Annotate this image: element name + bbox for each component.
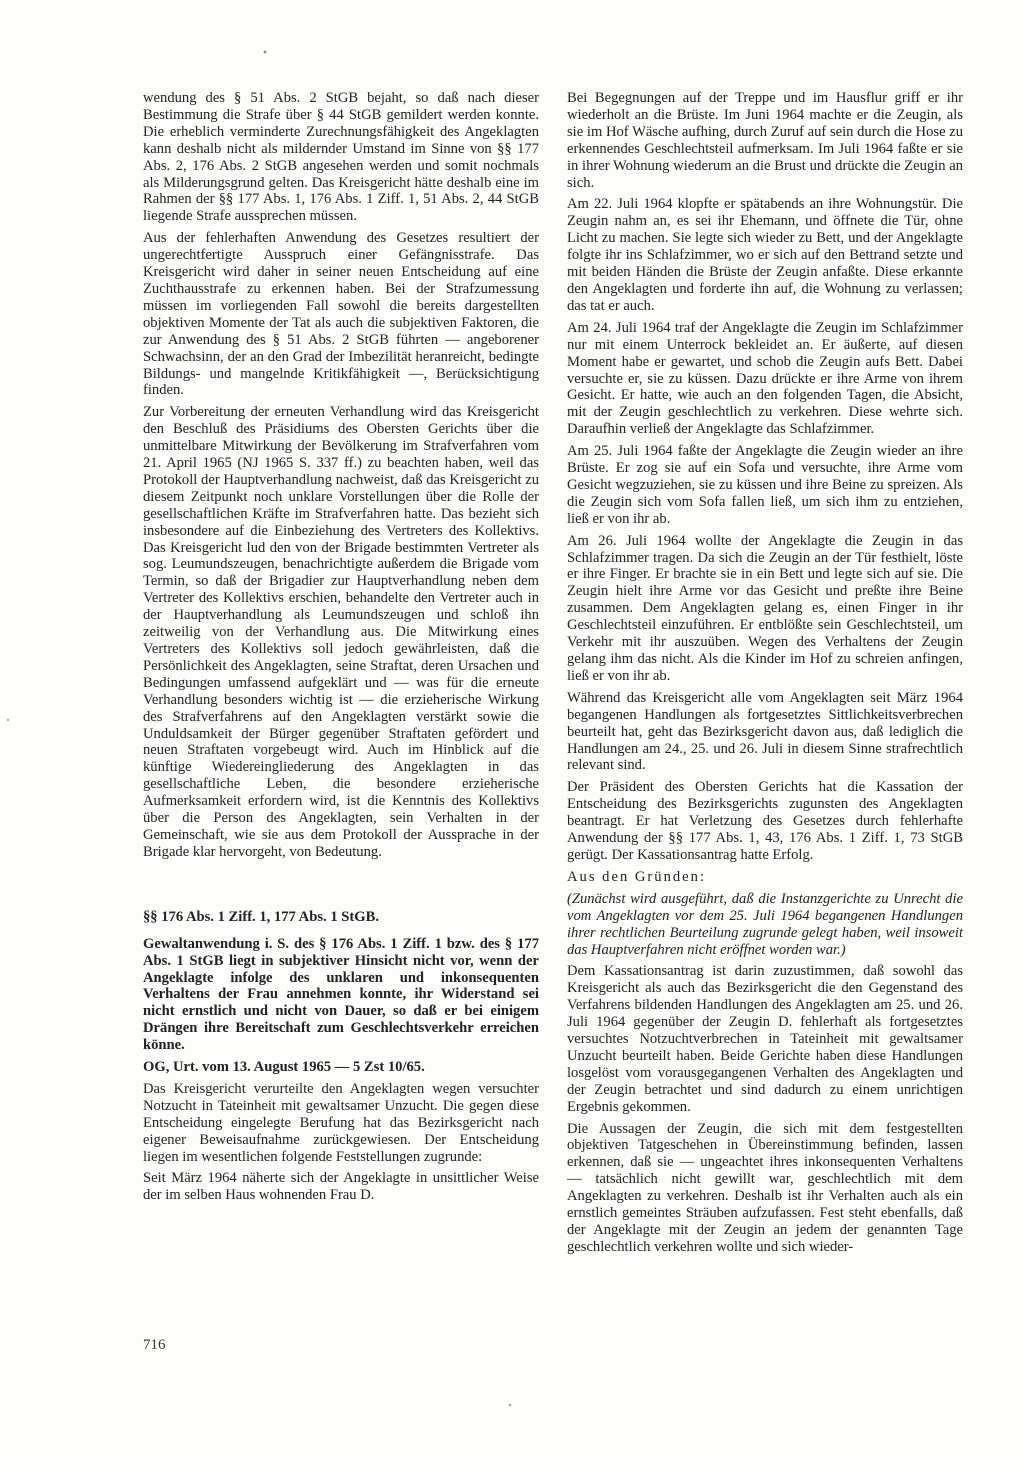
- right-column: [567, 90, 963, 1261]
- paragraph: Dem Kassationsantrag ist darin zuzustimmen, daß sowohl das Kreisgericht als auch das Bezirksgericht die den Gegenstand des Verfahrens bildenden Handlungen des Angeklagten am 25. und 26. Juli 1964 gegenüber der Zeugin D. fehlerhaft als fortgesetztes versuchtes Notzuchtverbrechen in Tateinheit mit gewaltsamer Unzucht beurteilt haben. Beide Gerichte haben diese Handlungen losgelöst vom vorausgegangenen Verhalten des Angeklagten und der Zeugin betrachtet und sind dadurch zu einem unrichtigen Ergebnis gekommen.: [567, 963, 963, 1115]
- paragraph: Am 24. Juli 1964 traf der Angeklagte die Zeugin im Schlafzimmer nur mit einem Unterrock bekleidet an. Er äußerte, auf diesen Moment habe er gewartet, und schob die Zeugin aufs Bett. Dabei versuchte er, sie zu küssen. Dazu drückte er ihre Arme von ihrem Gesicht. Er hatte, wie auch an den folgenden Tagen, die Absicht, mit der Zeugin geschlechtlich zu verkehren. Diese wehrte sich. Daraufhin verließ der Angeklagte das Schlafzimmer.: [567, 319, 963, 438]
- paragraph: Zur Vorbereitung der erneuten Verhandlung wird das Kreisgericht den Beschluß des Präsidiums des Obersten Gerichts über die unmittelbare Mitwirkung der Bevölkerung im Strafverfahren vom 21. April 1965 (NJ 1965 S. 337 ff.) zu beachten haben, weil das Protokoll der Hauptverhandlung nachweist, daß das Kreisgericht zu diesem Zeitpunkt noch unklare Vorstellungen über die Rolle der gesellschaftlichen Kräfte im Strafverfahren hatte. Das bezieht sich insbesondere auf die Einbeziehung des Vertreters des Kollektivs. Das Kreisgericht lud den von der Brigade bestimmten Vertreter als sog. Leumundszeugen, benachrichtigte außerdem die Brigade vom Termin, so daß der Brigadier zur Hauptverhandlung neben dem Vertreter des Kollektivs erschien, behandelte den Vertreter auch in der Hauptverhandlung als Leumundszeugen und schloß ihn zeitweilig von der Verhandlung aus. Die Mitwirkung eines Vertreters des Kollektivs soll jedoch gewährleisten, daß die Persönlichkeit des Angeklagten, seine Straftat, deren Ursachen und Bedingungen umfassend aufgeklärt und — was für die erneute Verhandlung besonders wichtig ist — die erzieherische Wirkung des Strafverfahrens auf den Angeklagten verstärkt sowie die Unduldsamkeit der Bürger gegenüber Straftaten gefördert und neuen Straftaten vorgebeugt wird. Auch im Hinblick auf die künftige Wiedereingliederung des Angeklagten in das gesellschaftliche Leben, die besondere erzieherische Aufmerksamkeit erfordern wird, ist die Kenntnis des Kollektivs über die Person des Angeklagten, sein Verhalten in der Gemeinschaft, wie sie aus dem Protokoll der Aussprache in der Brigade klar hervorgeht, von Bedeutung.: [143, 404, 539, 860]
- paragraph: Der Präsident des Obersten Gerichts hat die Kassation der Entscheidung des Bezirksgerichts zugunsten des Angeklagten beantragt. Er hat Verletzung des Gesetzes durch fehlerhafte Anwendung der §§ 177 Abs. 1, 43, 176 Abs. 1 Ziff. 1, 73 StGB gerügt. Der Kassationsantrag hatte Erfolg.: [567, 779, 963, 863]
- paragraph: Bei Begegnungen auf der Treppe und im Hausflur griff er ihr wiederholt an die Brüste. Im Juni 1964 machte er die Zeugin, als sie im Hof Wäsche aufhing, durch Zuruf auf sein durch die Hose zu erkennendes Geschlechtsteil aufmerksam. Im Juli 1964 faßte er sie in ihrer Wohnung wiederum an die Brust und drückte die Zeugin an sich.: [567, 90, 963, 191]
- paragraph: Während das Kreisgericht alle vom Angeklagten seit März 1964 begangenen Handlungen als fortgesetztes Sittlichkeitsverbrechen beurteilt hat, geht das Bezirksgericht davon aus, daß lediglich die Handlungen am 24., 25. und 26. Juli in diesem Sinne strafrechtlich relevant sind.: [567, 689, 963, 774]
- paragraph: Am 25. Juli 1964 faßte der Angeklagte die Zeugin wieder an ihre Brüste. Er zog sie auf ein Sofa und versuchte, ihre Arme vom Gesicht wegzuziehen, sie zu küssen und ihre Beine zu spreizen. Als die Zeugin sich vom Sofa fallen ließ, um sich ihm zu entziehen, ließ er von ihr ab.: [567, 443, 963, 527]
- paragraph: Das Kreisgericht verurteilte den Angeklagten wegen versuchter Notzucht in Tateinheit mit gewaltsamer Unzucht. Die gegen diese Entscheidung eingelegte Berufung hat das Bezirksgericht nach eigener Beweisaufnahme zurückgewiesen. Der Entscheidung liegen im wesentlichen folgende Feststellungen zugrunde:: [143, 1080, 539, 1165]
- paragraph: wendung des § 51 Abs. 2 StGB bejaht, so daß nach dieser Bestimmung die Strafe über § 44 StGB gemildert werden konnte. Die erheblich verminderte Zurechnungsfähigkeit des Angeklagten kann deshalb nicht als mildernder Umstand im Sinne von §§ 177 Abs. 2, 176 Abs. 2 StGB angesehen werden und somit nochmals als Milderungsgrund gelten. Das Kreisgericht hätte deshalb eine im Rahmen der §§ 177 Abs. 1, 176 Abs. 1 Ziff. 1, 51 Abs. 2, 44 StGB liegende Strafe aussprechen müssen.: [143, 90, 539, 225]
- editorial-note: (Zunächst wird ausgeführt, daß die Instanzgerichte zu Unrecht die vom Angeklagten vor dem 25. Juli 1964 begangenen Handlungen ihrer rechtlichen Beurteilung zugrunde gelegt haben, weil insoweit das Hauptverfahren nicht eröffnet worden war.): [567, 890, 963, 958]
- section-heading: §§ 176 Abs. 1 Ziff. 1, 177 Abs. 1 StGB.: [143, 908, 379, 925]
- page-number: 716: [143, 1337, 166, 1353]
- paragraph: Am 22. Juli 1964 klopfte er spätabends an ihre Wohnungstür. Die Zeugin nahm an, es sei ihr Ehemann, und öffnete die Tür, ohne Licht zu machen. Sie legte sich wieder zu Bett, und der Angeklagte folgte ihr ins Schlafzimmer, wo er sich auf den Bettrand setzte und mit beiden Händen die Brüste der Zeugin anfaßte. Diese erkannte den Angeklagten und forderte ihn auf, die Wohnung zu verlassen; das tat er auch.: [567, 196, 963, 314]
- leitsatz: Gewaltanwendung i. S. des § 176 Abs. 1 Ziff. 1 bzw. des § 177 Abs. 1 StGB liegt in subjektiver Hinsicht nicht vor, wenn der Angeklagte infolge des unklaren und inkonsequenten Verhaltens der Frau annehmen konnte, ihr Widerstand sei nicht ernstlich und nicht von Dauer, so daß er bei einigem Drängen ihre Bereitschaft zum Geschlechtsverkehr erreichen könne.: [143, 935, 539, 1054]
- reasons-heading: Aus den Gründen:: [567, 868, 707, 885]
- paragraph: Aus der fehlerhaften Anwendung des Gesetzes resultiert der ungerechtfertigte Ausspruch einer Gefängnisstrafe. Das Kreisgericht wird daher in seiner neuen Entscheidung auf eine Zuchthausstrafe zu erkennen haben. Bei der Strafzumessung müssen im vorliegenden Fall sowohl die bereits dargestellten objektiven Momente der Tat als auch die subjektiven Faktoren, die zur Anwendung des § 51 Abs. 2 StGB führten — angeborener Schwachsinn, der an den Grad der Imbezilität heranreicht, bedingte Bildungs- und mangelnde Kritikfähigkeit —, Berücksichtigung finden.: [143, 230, 539, 399]
- left-column: [143, 90, 539, 1209]
- paragraph: Seit März 1964 näherte sich der Angeklagte in unsittlicher Weise der im selben Haus wohnenden Frau D.: [143, 1170, 539, 1204]
- citation: OG, Urt. vom 13. August 1965 — 5 Zst 10/65.: [143, 1059, 425, 1076]
- paragraph: Am 26. Juli 1964 wollte der Angeklagte die Zeugin in das Schlafzimmer tragen. Da sich die Zeugin an der Tür festhielt, löste er ihre Finger. Er brachte sie in ein Bett und legte sich auf sie. Die Zeugin hielt ihre Arme vor das Gesicht und preßte ihre Beine zusammen. Dem Angeklagten gelang es, einen Finger in ihr Geschlechtsteil einzuführen. Er entblößte sein Geschlechtsteil, um Verkehr mit ihr auszuüben. Wegen des Verhaltens der Zeugin gelang ihm das nicht. Als die Kinder im Hof zu schreien anfingen, ließ er von ihr ab.: [567, 532, 963, 684]
- paragraph: Die Aussagen der Zeugin, die sich mit dem festgestellten objektiven Tatgeschehen in Übereinstimmung befinden, lassen erkennen, daß sie — ungeachtet ihres inkonsequenten Verhaltens — tatsächlich nicht gewillt war, geschlechtlich mit dem Angeklagten zu verkehren. Deshalb ist ihr Verhalten auch als ein ernstlich gemeintes Sträuben aufzufassen. Fest steht ebenfalls, daß der Angeklagte mit der Zeugin an jedem der genannten Tage geschlechtlich verkehren wollte und sich wieder-: [567, 1120, 963, 1255]
